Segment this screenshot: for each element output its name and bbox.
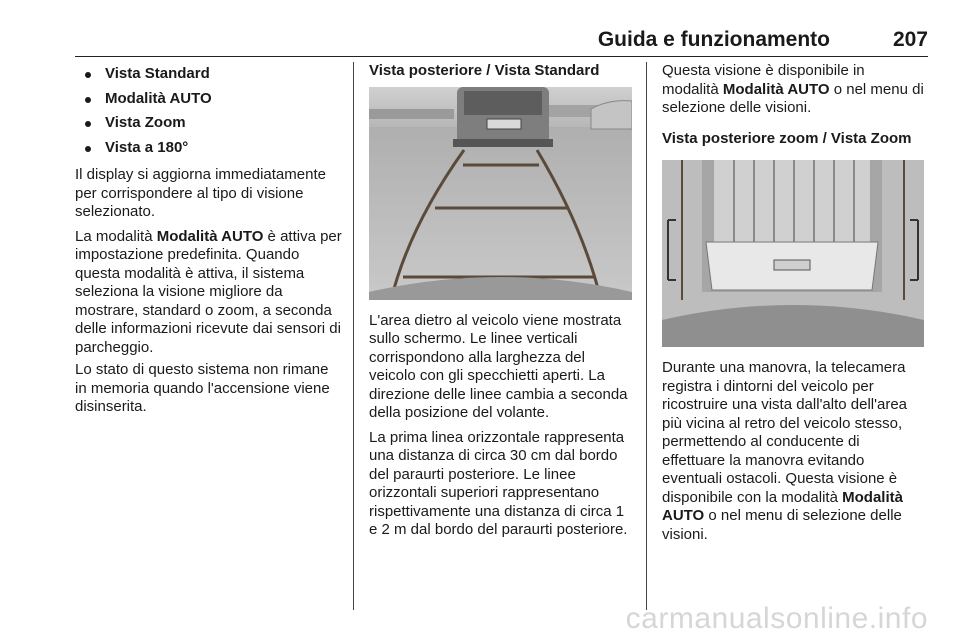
list-item: Vista Zoom [75, 111, 343, 136]
bold-text: Modalità AUTO [722, 80, 830, 98]
column-2 [369, 62, 633, 546]
bold-text: Modalità AUTO [156, 227, 264, 245]
text: La modalità [75, 227, 157, 245]
bold-text: Modalità AUTO [662, 488, 903, 524]
paragraph: Lo stato di questo sistema non rimane in memoria quando l'accensione viene disinserita. [75, 361, 330, 415]
view-options-list [75, 62, 343, 160]
text: Durante una manovra, la telecamera registra i dintorni del veicolo per ricostruire una vista dall'alto dell'area più vicina al retro del veicolo stesso, permettendo al conducente di effettuare la manovra evitando eventuali ostacoli. Questa visione è disponibile con la modalità [662, 359, 908, 506]
column-divider-2 [646, 62, 647, 610]
watermark: carmanualsonline.info [625, 602, 928, 635]
paragraph [662, 62, 924, 118]
paragraph: L'area dietro al veicolo viene mostrata sullo schermo. Le linee verticali corrispondono alla larghezza del veicolo con gli specchietti aperti. La direzione delle linee cambia a seconda della posizione del volante. [369, 311, 628, 421]
standard-view-figure [369, 87, 632, 300]
paragraph [662, 359, 924, 544]
paragraph: Il display si aggiorna immediatamente per corrispondere al tipo di visione selezionato. [75, 166, 326, 220]
list-item: Vista Standard [75, 62, 343, 87]
page-number: 207 [892, 28, 928, 51]
paragraph [75, 228, 343, 358]
section-title: Guida e funzionamento [597, 28, 830, 51]
text: o nel menu di selezione delle visioni. [662, 80, 924, 116]
subsection-title: Vista posteriore zoom / Vista Zoom [662, 129, 912, 147]
subsection-title: Vista posteriore / Vista Standard [369, 62, 600, 79]
zoom-view-figure [662, 160, 924, 347]
text: è attiva per impostazione predefinita. Quando questa modalità è attiva, il sistema seleziona la visione migliore da mostrare, standard o zoom, a seconda delle informazioni ricevute dai sensori di parcheggio. [75, 227, 342, 356]
column-divider-1 [353, 62, 354, 610]
list-item: Vista a 180° [75, 136, 343, 161]
text: o nel menu di selezione delle visioni. [662, 507, 902, 543]
header-rule [75, 56, 928, 57]
paragraph: La prima linea orizzontale rappresenta una distanza di circa 30 cm dal bordo del paraurti posteriore. Le linee orizzontali superiori rappresentano rispettivamente una distanza di circa 1 e 2 m dal bordo del paraurti posteriore. [369, 428, 628, 538]
text: Questa visione è disponibile in modalità [662, 62, 865, 98]
column-3 [662, 62, 924, 550]
column-1 [75, 62, 343, 423]
list-item: Modalità AUTO [75, 87, 343, 112]
